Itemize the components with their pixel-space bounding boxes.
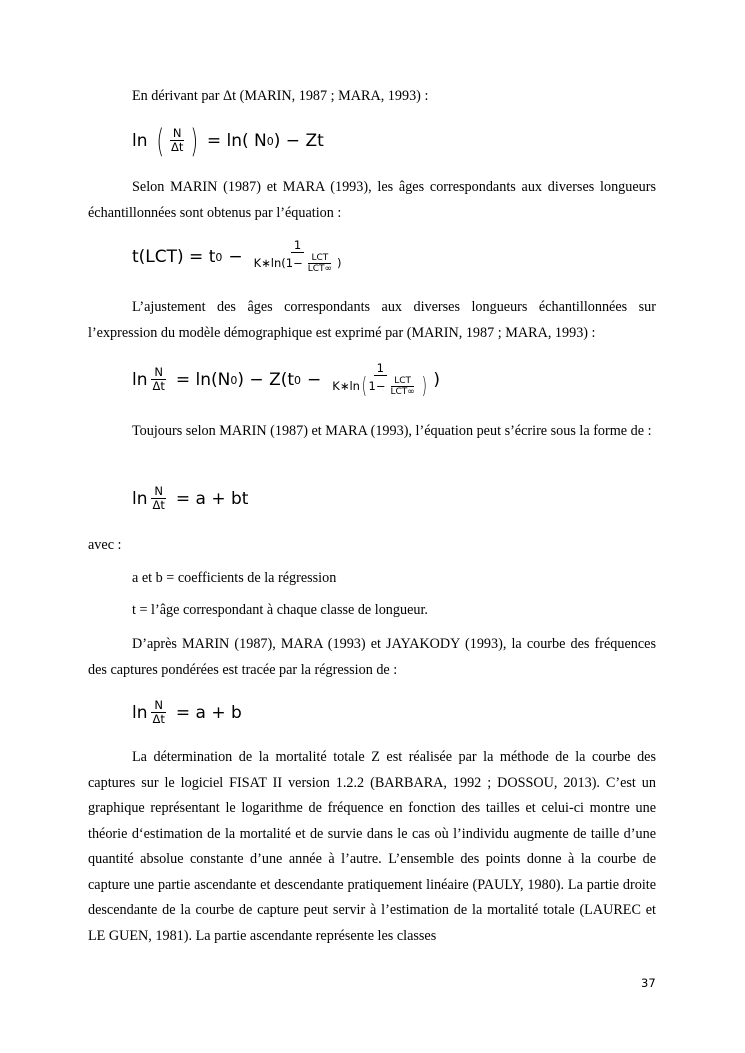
equation-2: t(LCT) = t 0 − 1 K∗ln(1− $\frac{\text{LCT}}{\text{LCT∞}}$ ) bbox=[132, 233, 347, 281]
avec-label: avec : bbox=[88, 537, 122, 553]
equation-4: ln $\frac{N}{\Delta t}$ = a + bt bbox=[132, 483, 249, 513]
paragraph-1: Selon MARIN (1987) et MARA (1993), les âges correspondants aux diverses longueurs échantillonnées sont obtenus par l’équation : bbox=[88, 179, 656, 221]
eq1-fraction: $\frac{N}{\Delta t}$ bbox=[170, 125, 184, 155]
intro-line: En dérivant par Δt (MARIN, 1987 ; MARA, 1993) : bbox=[132, 88, 429, 104]
eq1-ln: ln bbox=[132, 131, 148, 151]
paragraph-2: L’ajustement des âges correspondants aux diverses longueurs échantillonnées sur l’expression du modèle démographique est exprimé par (MARIN, 1987 ; MARA, 1993) : bbox=[88, 299, 656, 341]
definition-t: t = l’âge correspondant à chaque classe de longueur. bbox=[132, 602, 428, 618]
definition-ab: a et b = coefficients de la régression bbox=[132, 570, 337, 586]
equation-3: ln $\frac{N}{\Delta t}$ = ln(N 0 ) − Z(t 0 − 1 K∗ln ( 1− $\frac{\text{LCT}}{\text{LCT∞}}$ ) ) bbox=[132, 360, 441, 400]
paragraph-3: Toujours selon MARIN (1987) et MARA (1993), l’équation peut s’écrire sous la forme de : bbox=[132, 423, 652, 439]
equation-5: ln $\frac{N}{\Delta t}$ = a + b bbox=[132, 697, 242, 727]
eq5-fraction: $\frac{N}{\Delta t}$ bbox=[152, 697, 165, 727]
paragraph-5: La détermination de la mortalité totale Z est réalisée par la méthode de la courbe des captures sur le logiciel FISAT II version 1.2.2 (BARBARA, 1992 ; DOSSOU, 2013). C’est un graphique représentant le logarithme de fréquence en fonction des tailles et celui-ci montre une théorie d‘estimation de la mortalité et de survie dans le cas où l’individu augmente de taille d’une quantité absolue constante d’une année à l’autre. L’ensemble des points donne à la courbe de capture une partie ascendante et descendante pratiquement linéaire (PAULY, 1980). La partie droite descendante de la courbe de capture peut servir à l’estimation de la mortalité totale (LAUREC et LE GUEN, 1981). La partie ascendante représente les classes bbox=[88, 749, 656, 944]
equation-1: ln ( $\frac{N}{\Delta t}$ ) = ln( N 0 ) − Zt bbox=[132, 122, 324, 160]
eq2-fraction: 1 K∗ln(1− $\frac{\text{LCT}}{\text{LCT∞}}$ ) bbox=[253, 237, 342, 275]
eq3-fraction: $\frac{N}{\Delta t}$ bbox=[152, 364, 165, 394]
paragraph-4: D’après MARIN (1987), MARA (1993) et JAYAKODY (1993), la courbe des fréquences des captures pondérées est tracée par la régression de : bbox=[88, 636, 656, 678]
eq4-fraction: $\frac{N}{\Delta t}$ bbox=[152, 483, 165, 513]
page-number: 37 bbox=[641, 976, 656, 990]
eq3-inner-fraction: 1 K∗ln ( 1− $\frac{\text{LCT}}{\text{LCT∞}}$ ) bbox=[332, 360, 427, 400]
